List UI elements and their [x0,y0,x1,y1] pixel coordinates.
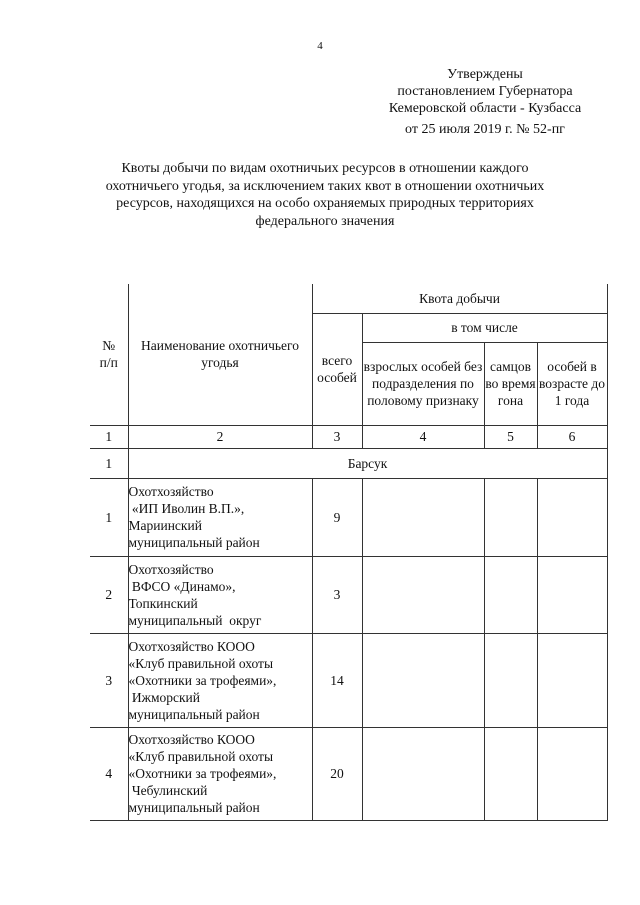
header-total: всего особей [312,313,362,425]
row-total: 9 [312,478,362,556]
row-males [484,633,537,727]
row-name [128,556,312,633]
row-name-line: Охотхозяйство [128,561,214,577]
table-row [90,478,607,556]
row-adults [362,556,484,633]
row-name [128,633,312,727]
header-males: самцов во время гона [484,342,537,425]
row-name-line: «Охотники за трофеями», [128,766,277,781]
approval-date: от 25 июля 2019 г. № 52-пг [405,122,565,137]
header-name: Наименование охотничьего угодья [128,284,312,425]
column-number: 1 [90,425,128,448]
row-young [537,727,607,820]
row-total: 14 [312,633,362,727]
row-males [484,727,537,820]
row-total: 20 [312,727,362,820]
title-line-1: Квоты добычи по видам охотничьих ресурсов в отношении каждого [121,161,529,176]
row-name-line: Охотхозяйство [128,484,214,499]
row-young [537,478,607,556]
approval-block [370,66,600,138]
page-number: 4 [317,40,323,52]
species-name: Барсук [128,448,607,478]
table-row [90,727,607,820]
header-adults: взрослых особей без подразделения по половому признаку [362,342,484,425]
row-name-line: «Охотники за трофеями», [128,672,277,688]
row-young [537,556,607,633]
row-name-line: Мариинский [128,518,202,533]
row-name-line: Чебулинский [128,783,208,798]
species-row [90,448,607,478]
document-title [90,160,560,230]
row-name-line: Охотхозяйство КООО [128,732,255,747]
approval-line-2: постановлением Губернатора [397,84,573,99]
row-num: 1 [90,478,128,556]
column-number: 6 [537,425,607,448]
table-row [90,633,607,727]
row-adults [362,478,484,556]
row-name-line: ВФСО «Динамо», [128,578,236,594]
row-name-line: «Клуб правильной охоты [128,749,274,764]
row-name-line: «Клуб правильной охоты [128,655,274,671]
row-adults [362,633,484,727]
row-num: 4 [90,727,128,820]
quota-table [90,284,608,821]
column-number: 4 [362,425,484,448]
row-name-line: Ижморский [128,689,200,705]
row-males [484,478,537,556]
column-numbers-row [90,425,607,448]
title-line-2: охотничьего угодья, за исключением таких квот в отношении охотничьих [105,178,545,194]
row-name [128,727,312,820]
row-name-line: Топкинский [128,595,198,611]
title-line-3: ресурсов, находящихся на особо охраняемых природных территориях [116,196,534,211]
title-line-4: федерального значения [255,213,395,229]
header-including: в том числе [362,313,607,342]
column-number: 3 [312,425,362,448]
row-name-line: «ИП Иволин В.П.», [128,501,245,516]
column-number: 5 [484,425,537,448]
row-adults [362,727,484,820]
row-name-line: Охотхозяйство КООО [128,638,255,654]
header-num: № п/п [90,284,128,425]
row-name-line: муниципальный район [128,800,260,815]
column-number: 2 [128,425,312,448]
row-num: 3 [90,633,128,727]
row-total: 3 [312,556,362,633]
header-young: особей в возрасте до 1 года [537,342,607,425]
row-males [484,556,537,633]
species-num: 1 [90,448,128,478]
header-quota: Квота добычи [312,284,607,313]
row-name-line: муниципальный район [128,535,260,550]
table-row [90,556,607,633]
approval-line-3: Кемеровской области - Кузбасса [388,101,582,116]
row-name [128,478,312,556]
row-young [537,633,607,727]
row-num: 2 [90,556,128,633]
approval-line-1: Утверждены [447,67,523,82]
row-name-line: муниципальный округ [128,612,262,628]
row-name-line: муниципальный район [128,706,260,722]
